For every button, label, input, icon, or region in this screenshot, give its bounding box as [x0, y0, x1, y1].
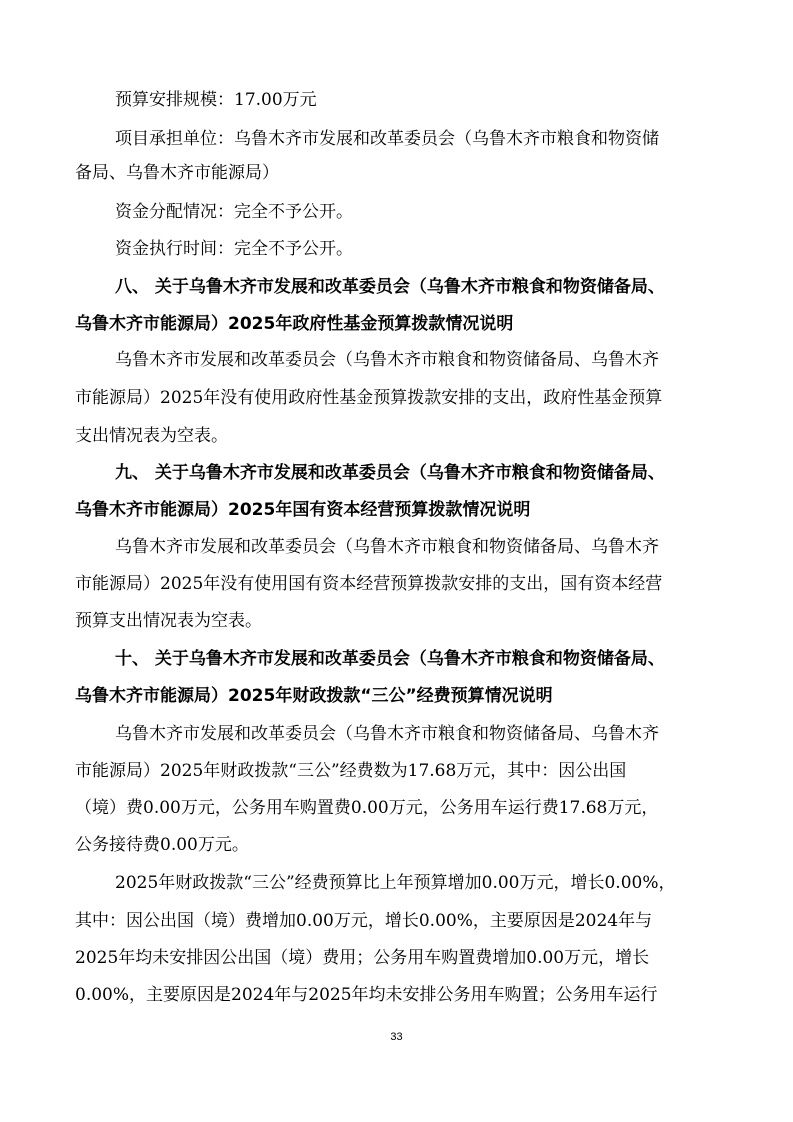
text-line: 预算安排规模：17.00万元 [115, 90, 317, 110]
section-heading-8: 乌鲁木齐市能源局）2025年政府性基金预算拨款情况说明 [75, 314, 514, 334]
text-line: 市能源局）2025年财政拨款“三公”经费数为17.68万元，其中：因公出国 [75, 761, 627, 781]
text-line: （境）费0.00万元，公务用车购置费0.00万元，公务用车运行费17.68万元， [75, 798, 659, 818]
page-number: 33 [390, 1031, 403, 1043]
text-line: 乌鲁木齐市发展和改革委员会（乌鲁木齐市粮食和物资储备局、乌鲁木齐 [115, 537, 659, 557]
text-line: 市能源局）2025年没有使用政府性基金预算拨款安排的支出，政府性基金预算 [75, 388, 663, 408]
text-line: 预算支出情况表为空表。 [75, 611, 262, 631]
text-line: 资金分配情况：完全不予公开。 [115, 202, 353, 222]
text-line: 支出情况表为空表。 [75, 426, 228, 446]
section-heading-9: 九、 关于乌鲁木齐市发展和改革委员会（乌鲁木齐市粮食和物资储备局、 [115, 463, 665, 483]
text-line: 项目承担单位：乌鲁木齐市发展和改革委员会（乌鲁木齐市粮食和物资储 [115, 129, 659, 149]
section-heading-9: 乌鲁木齐市能源局）2025年国有资本经营预算拨款情况说明 [75, 500, 531, 520]
text-line: 其中：因公出国（境）费增加0.00万元，增长0.00%，主要原因是2024年与 [75, 911, 653, 931]
text-line: 乌鲁木齐市发展和改革委员会（乌鲁木齐市粮食和物资储备局、乌鲁木齐 [115, 350, 659, 370]
text-line: 资金执行时间：完全不予公开。 [115, 239, 353, 259]
section-heading-8: 八、 关于乌鲁木齐市发展和改革委员会（乌鲁木齐市粮食和物资储备局、 [115, 277, 665, 297]
text-line: 2025年财政拨款“三公”经费预算比上年预算增加0.00万元，增长0.00%， [115, 873, 676, 893]
section-heading-10: 乌鲁木齐市能源局）2025年财政拨款“三公”经费预算情况说明 [75, 686, 553, 706]
text-line: 0.00%，主要原因是2024年与2025年均未安排公务用车购置；公务用车运行 [75, 985, 658, 1005]
text-line: 备局、乌鲁木齐市能源局） [75, 163, 279, 183]
text-line: 2025年均未安排因公出国（境）费用；公务用车购置费增加0.00万元，增长 [75, 948, 650, 968]
text-line: 乌鲁木齐市发展和改革委员会（乌鲁木齐市粮食和物资储备局、乌鲁木齐 [115, 724, 659, 744]
text-line: 公务接待费0.00万元。 [75, 835, 249, 855]
section-heading-10: 十、 关于乌鲁木齐市发展和改革委员会（乌鲁木齐市粮食和物资储备局、 [115, 649, 665, 669]
text-line: 市能源局）2025年没有使用国有资本经营预算拨款安排的支出，国有资本经营 [75, 574, 663, 594]
